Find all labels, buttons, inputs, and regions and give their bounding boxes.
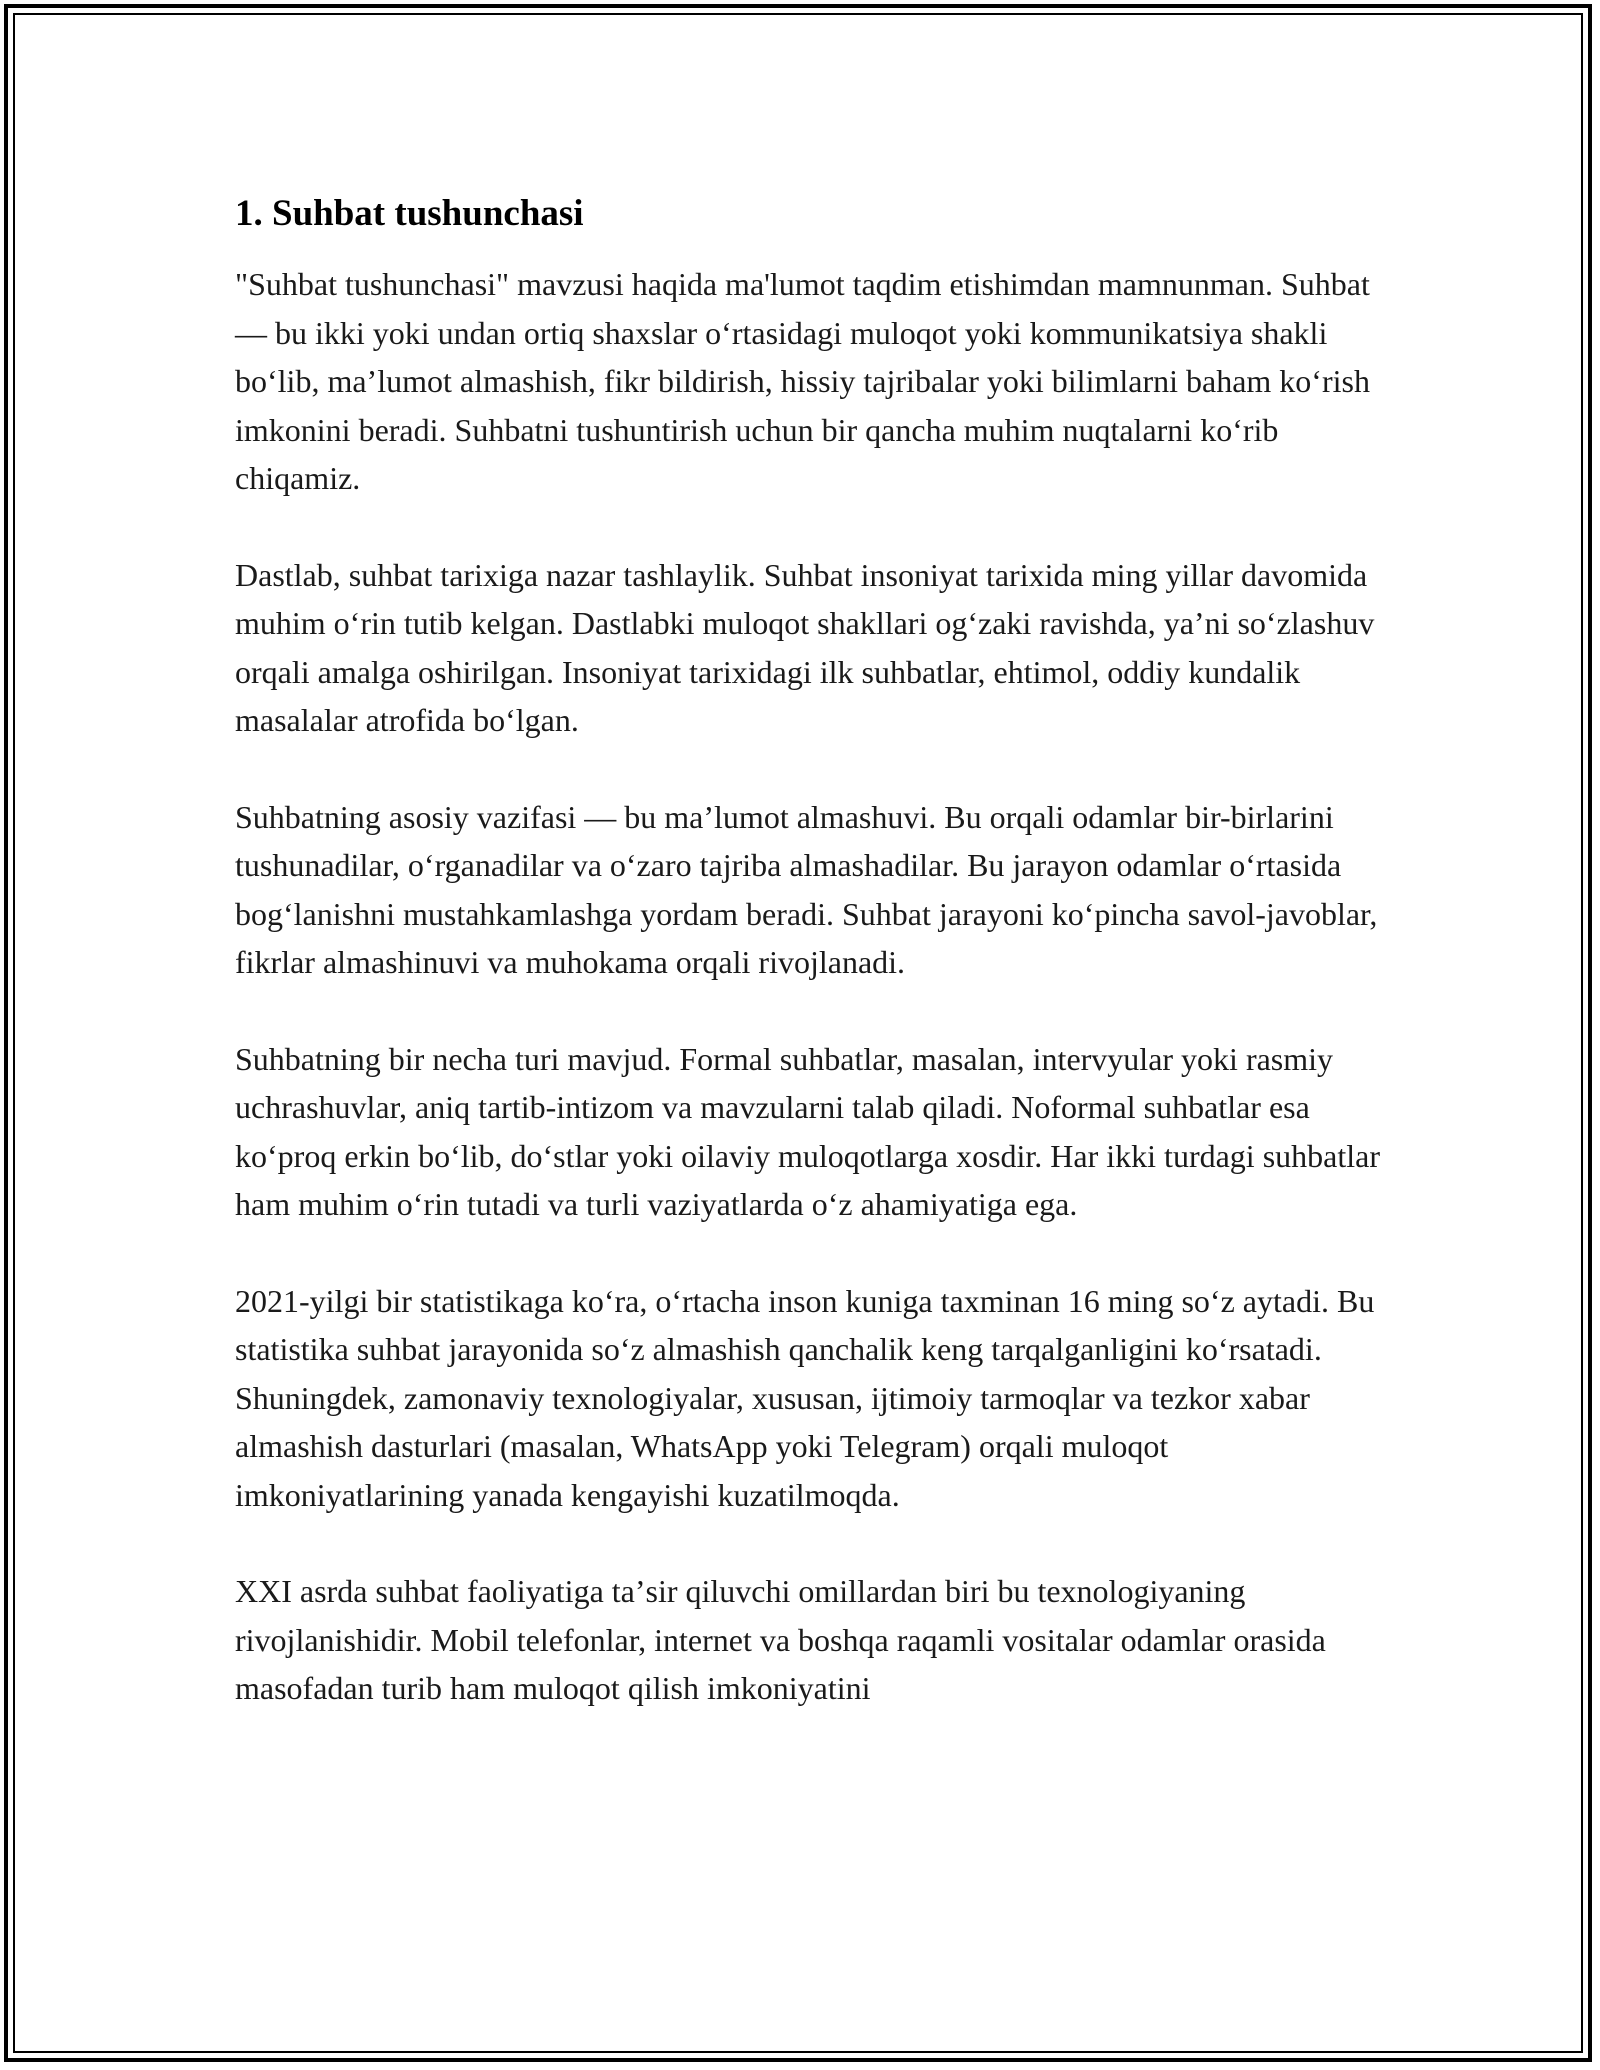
document-body <box>235 188 1385 1761</box>
section-heading: 1. Suhbat tushunchasi <box>235 193 584 234</box>
paragraph-history: Dastlab, suhbat tarixiga nazar tashlaylik. Suhbat insoniyat tarixida ming yillar davomida muhim oʻrin tutib kelgan. Dastlabki muloqot shakllari ogʻzaki ravishda, yaʼni soʻzlashuv orqali amalga oshirilgan. Insoniyat tarixidagi ilk suhbatlar, ehtimol, oddiy kundalik masalalar atrofida boʻlgan. <box>235 556 1375 738</box>
paragraph-technology: XXI asrda suhbat faoliyatiga taʼsir qiluvchi omillardan biri bu texnologiyaning rivojlanishidir. Mobil telefonlar, internet va boshqa raqamli vositalar odamlar orasida masofadan turib ham muloqot qilish imkoniyatini <box>235 1573 1326 1706</box>
paragraph-statistics: 2021-yilgi bir statistikaga koʻra, oʻrtacha inson kuniga taxminan 16 ming soʻz aytadi. Bu statistika suhbat jarayonida soʻz almashish qanchalik keng tarqalganligini koʻrsatadi. Shuningdek, zamonaviy texnologiyalar, xususan, ijtimoiy tarmoqlar va tezkor xabar almashish dasturlari (masalan, WhatsApp yoki Telegram) orqali muloqot imkoniyatlarining yanada kengayishi kuzatilmoqda. <box>235 1282 1375 1513</box>
paragraph-types: Suhbatning bir necha turi mavjud. Formal suhbatlar, masalan, intervyular yoki rasmiy uchrashuvlar, aniq tartib-intizom va mavzularni talab qiladi. Noformal suhbatlar esa koʻproq erkin boʻlib, doʻstlar yoki oilaviy muloqotlarga xosdir. Har ikki turdagi suhbatlar ham muhim oʻrin tutadi va turli vaziyatlarda oʻz ahamiyatiga ega. <box>235 1040 1380 1222</box>
paragraph-main-function: Suhbatning asosiy vazifasi — bu maʼlumot almashuvi. Bu orqali odamlar bir-birlarini tushunadilar, oʻrganadilar va oʻzaro tajriba almashadilar. Bu jarayon odamlar oʻrtasida bogʻlanishni mustahkamlashga yordam beradi. Suhbat jarayoni koʻpincha savol-javoblar, fikrlar almashinuvi va muhokama orqali rivojlanadi. <box>235 798 1378 980</box>
paragraph-intro: "Suhbat tushunchasi" mavzusi haqida ma'lumot taqdim etishimdan mamnunman. Suhbat — bu ikki yoki undan ortiq shaxslar oʻrtasidagi muloqot yoki kommunikatsiya shakli boʻlib, maʼlumot almashish, fikr bildirish, hissiy tajribalar yoki bilimlarni baham koʻrish imkonini beradi. Suhbatni tushuntirish uchun bir qancha muhim nuqtalarni koʻrib chiqamiz. <box>235 266 1370 496</box>
